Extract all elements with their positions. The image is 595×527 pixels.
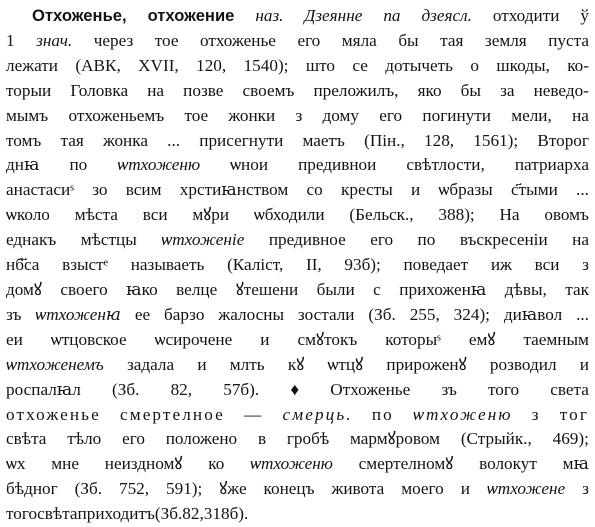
word: 1561);	[473, 130, 519, 150]
word: свѣта	[37, 504, 78, 524]
word: взыстᵉ	[62, 255, 109, 275]
word: ѡбходили	[253, 205, 325, 225]
word: шкоды,	[496, 55, 550, 75]
word: II,	[305, 255, 322, 275]
text-line	[6, 253, 589, 278]
word: присегнути	[199, 130, 284, 150]
italic-word: смерць.	[282, 404, 353, 424]
word: предивнои	[298, 155, 377, 175]
word: велце	[176, 279, 218, 299]
word: поведает	[403, 255, 469, 275]
word: и	[411, 180, 421, 200]
word: (Зб.	[154, 504, 183, 524]
word: дому	[322, 105, 360, 125]
word: торыи	[6, 80, 52, 100]
word: еи	[6, 329, 23, 349]
word: Второг	[537, 130, 589, 150]
word: 93б);	[344, 255, 381, 275]
word: зостали	[297, 304, 355, 324]
word: положено	[165, 429, 238, 449]
word: ко-	[567, 55, 589, 75]
text-line	[6, 278, 589, 303]
italic-word: Дзеянне	[304, 6, 363, 25]
text-line	[6, 477, 589, 502]
word: своего	[60, 279, 108, 299]
word: гробѣ	[286, 429, 330, 449]
word: анастасиˢ	[6, 180, 74, 200]
word: называеть	[130, 255, 205, 275]
word: емꙋ	[468, 329, 496, 349]
word: ее	[134, 304, 151, 324]
word: иж	[490, 255, 512, 275]
word: свѣтлости,	[406, 155, 485, 175]
text-line	[6, 178, 589, 203]
word: света	[550, 379, 589, 399]
word: днꙗ	[6, 155, 40, 175]
word: его	[122, 429, 145, 449]
word: мармꙋровом	[350, 429, 441, 449]
word: были	[316, 279, 355, 299]
word: зъ	[6, 304, 22, 324]
word: кꙋ	[287, 354, 305, 374]
word: 120,	[196, 55, 227, 75]
word: вси	[142, 205, 168, 225]
word: приходитъ	[77, 504, 155, 524]
word: задала	[126, 354, 175, 374]
text-line	[6, 353, 589, 378]
word: 255,	[409, 304, 440, 324]
word: смертелномꙋ	[358, 454, 454, 474]
italic-word: ѡтхоженіе	[161, 230, 245, 250]
word: кресты	[341, 180, 393, 200]
word: 1540);	[243, 55, 289, 75]
word: которыˢ	[385, 329, 441, 349]
word: о	[470, 55, 479, 75]
word: з	[295, 105, 303, 125]
italic-word: ѡтхоженꙗ	[35, 304, 121, 324]
word: яко	[417, 80, 442, 100]
word: 128,	[424, 130, 455, 150]
word: розводил	[489, 354, 557, 374]
word: его	[370, 230, 394, 250]
italic-word: па	[383, 6, 401, 25]
word: мне	[51, 454, 79, 474]
word: его	[379, 105, 403, 125]
text-line	[6, 4, 589, 29]
word: Отхоженье	[330, 379, 411, 399]
word: овомъ	[544, 205, 589, 225]
text-line	[6, 54, 589, 79]
word: (Бельск.,	[349, 205, 414, 225]
word: тое	[154, 30, 179, 50]
word: 469);	[552, 429, 589, 449]
word: прихоженꙗ	[399, 279, 487, 299]
word: 388);	[438, 205, 475, 225]
word: се	[352, 55, 368, 75]
word: бы	[398, 30, 419, 50]
text-line	[6, 104, 589, 129]
text-line	[6, 29, 589, 54]
word: ...	[576, 304, 589, 324]
word: ко	[208, 454, 225, 474]
word: погинути	[422, 105, 491, 125]
word: (Каліст,	[227, 255, 284, 275]
word: за	[500, 80, 515, 100]
italic-word: ѡтхожене	[486, 479, 566, 499]
word: млть	[229, 354, 265, 374]
text-line	[6, 502, 589, 527]
word: бы	[460, 80, 481, 100]
word: мымъ	[6, 105, 49, 125]
text-line	[6, 403, 589, 428]
word: жонки	[228, 105, 276, 125]
word: со	[306, 180, 323, 200]
word: ꙋже	[219, 479, 247, 499]
word: з	[582, 255, 589, 275]
word: бѣдног	[6, 479, 58, 499]
word: з	[582, 479, 589, 499]
word: тое	[184, 105, 209, 125]
word: въскресеніи	[459, 230, 548, 250]
word: диꙗвол	[503, 304, 563, 324]
word: лежати	[6, 55, 58, 75]
word: ѡтцꙋ	[327, 354, 364, 374]
word: тая	[440, 30, 464, 50]
word: земля	[484, 30, 527, 50]
text-line	[6, 303, 589, 328]
word: 324);	[453, 304, 490, 324]
word: пуста	[548, 30, 589, 50]
word: На	[499, 205, 520, 225]
word: моего	[401, 479, 444, 499]
text-line	[6, 79, 589, 104]
word: зъ	[441, 379, 457, 399]
word: (Зб.	[368, 304, 396, 324]
word: по	[69, 155, 88, 175]
word: маетъ	[302, 130, 345, 150]
text-line	[6, 427, 589, 452]
word: ў	[580, 6, 589, 25]
word: ...	[167, 130, 181, 150]
word: волокут	[479, 454, 537, 474]
word: ѡтцовское	[50, 329, 127, 349]
word: томъ	[6, 130, 42, 150]
word: свѣта	[6, 429, 47, 449]
word: дотычеть	[385, 55, 454, 75]
word: отхоженье	[199, 30, 276, 50]
word: тог	[559, 404, 589, 424]
word: ѡх	[6, 454, 26, 474]
word: через	[93, 30, 134, 50]
word: по	[417, 230, 436, 250]
word: (Зб.	[74, 479, 103, 499]
text-line	[6, 153, 589, 178]
word: на	[572, 105, 589, 125]
word: смꙋтокъ	[297, 329, 358, 349]
dictionary-entry-text	[6, 4, 589, 527]
word: XVII,	[138, 55, 179, 75]
word: мѣстцы	[80, 230, 137, 250]
word: вси	[534, 255, 560, 275]
word: позве	[183, 80, 224, 100]
word: своемъ	[242, 80, 295, 100]
word: смертелное	[119, 404, 225, 424]
word: жалосны	[218, 304, 284, 324]
word: 752,	[118, 479, 150, 499]
word: 591);	[166, 479, 203, 499]
word: хрстиꙗнством	[179, 180, 289, 200]
word: еднакъ	[6, 230, 57, 250]
word: (Зб.	[112, 379, 140, 399]
italic-word: ѡтхоженемъ	[6, 354, 104, 374]
word: с	[373, 279, 381, 299]
word: ꙋтешени	[235, 279, 299, 299]
word: (Стрыйк.,	[460, 429, 532, 449]
word: неиздномꙋ	[104, 454, 183, 474]
italic-word: ѡтхоженю	[250, 454, 333, 474]
word: преложилъ,	[313, 80, 399, 100]
italic-word: знач.	[36, 30, 73, 50]
word: тая	[60, 130, 84, 150]
word: ѡсирочене	[154, 329, 233, 349]
word: ꙗко	[126, 279, 158, 299]
word: мꙗ	[562, 454, 589, 474]
italic-word: ѡтхоженю	[117, 155, 201, 175]
italic-word: ѡтхоженю	[413, 404, 513, 424]
word: 82,	[182, 504, 204, 524]
word: его	[297, 30, 321, 50]
word: и	[260, 329, 270, 349]
word: дѣвы,	[504, 279, 547, 299]
text-line	[6, 378, 589, 403]
italic-word: наз.	[255, 6, 284, 25]
word: ѡнои	[230, 155, 269, 175]
word: патриарха	[514, 155, 589, 175]
word: ♦	[290, 379, 300, 399]
word: ...	[576, 180, 589, 200]
word: всим	[125, 180, 162, 200]
word: того	[6, 504, 38, 524]
word: ѡколо	[6, 205, 50, 225]
word: зо	[92, 180, 108, 200]
word: —	[244, 404, 264, 424]
word: предивное	[268, 230, 346, 250]
word: и	[197, 354, 207, 374]
word: и	[579, 354, 589, 374]
word: конецъ	[263, 479, 315, 499]
word: тѣло	[67, 429, 102, 449]
word: (АВК,	[75, 55, 121, 75]
text-line	[6, 129, 589, 154]
word: отходити	[492, 6, 560, 25]
text-line	[6, 328, 589, 353]
word: неведо-	[533, 80, 589, 100]
word: отхоженье	[6, 404, 101, 424]
text-line	[6, 203, 589, 228]
word: з	[531, 404, 541, 424]
word: Головка	[70, 80, 129, 100]
word: таемным	[523, 329, 589, 349]
word: в	[257, 429, 267, 449]
word: так	[565, 279, 589, 299]
word: домꙋ	[6, 279, 42, 299]
word: што	[305, 55, 335, 75]
word: 82,	[170, 379, 193, 399]
word: барзо	[164, 304, 205, 324]
word: 1	[6, 30, 15, 50]
word: по	[371, 404, 394, 424]
word: отхоженьемъ	[68, 105, 165, 125]
headword: отхожение	[147, 6, 235, 25]
word: с҃тыми	[511, 180, 558, 200]
headword: Отхоженье,	[32, 6, 127, 25]
word: роспалꙗл	[6, 379, 81, 399]
word: на	[572, 230, 589, 250]
word: нб҃са	[6, 255, 40, 275]
word: того	[488, 379, 520, 399]
word: на	[147, 80, 165, 100]
word: 57б).	[223, 379, 260, 399]
word: мели,	[511, 105, 552, 125]
word: мяла	[341, 30, 377, 50]
word: 318б).	[203, 504, 249, 524]
word: прироженꙋ	[386, 354, 467, 374]
word: мѣста	[74, 205, 118, 225]
text-line	[6, 452, 589, 477]
word: и	[460, 479, 470, 499]
text-line	[6, 228, 589, 253]
word: (Пін.,	[364, 130, 405, 150]
word: живота	[331, 479, 385, 499]
word: мꙋри	[192, 205, 230, 225]
word: жонка	[103, 130, 148, 150]
word: ѡбразы	[438, 180, 493, 200]
italic-word: дзеясл.	[421, 6, 472, 25]
